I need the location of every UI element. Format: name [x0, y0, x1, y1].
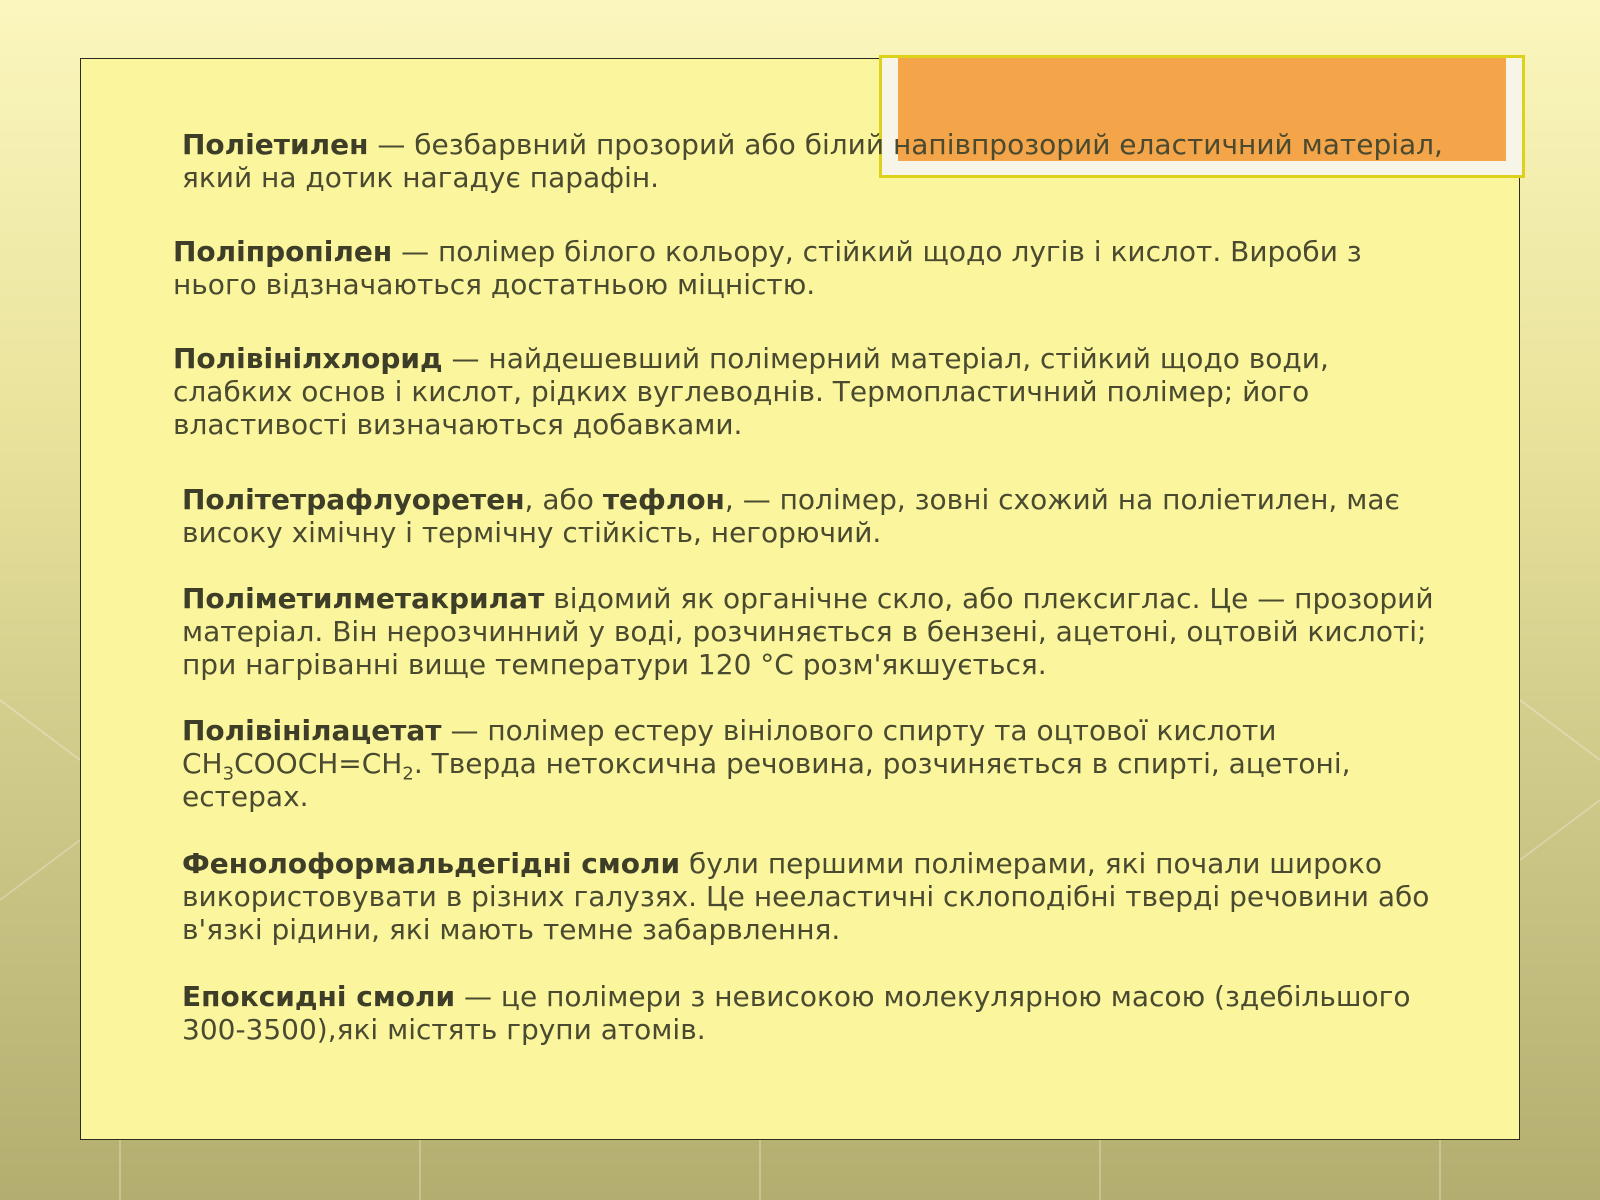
- description-phenol-formaldehyde: були першими полімерами, які почали широко використовувати в різних галузях. Це нееластичні склоподібні тверді речовини або в'язкі рідини, які мають темне забарвлення.: [182, 847, 1430, 946]
- subscript-3: 3: [222, 763, 235, 785]
- paragraph-pvc: [173, 342, 1443, 441]
- term-polyethylene: Поліетилен: [182, 128, 369, 161]
- term-pva: Полівінілацетат: [182, 714, 442, 747]
- term-ptfe: Політетрафлуоретен: [182, 483, 525, 516]
- description-pvc: — найдешевший полімерний матеріал, стійкий щодо води, слабких основ і кислот, рідких вуглеводнів. Термопластичний полімер; його властивості визначаються добавками.: [173, 342, 1329, 441]
- description-pva-part1: — полімер естеру вінілового спирту та оцтової кислоти CH: [182, 714, 1277, 780]
- description-pmma: відомий як органічне скло, або плексиглас. Це — прозорий матеріал. Він нерозчинний у воді, розчиняється в бензені, ацетоні, оцтовій кислоті; при нагріванні вище температури 120 °С розм'якшується.: [182, 582, 1434, 681]
- term-polypropylene: Поліпропілен: [173, 235, 393, 268]
- description-polyethylene: — безбарвний прозорий або білий напівпрозорий еластичний матеріал, який на дотик нагадує парафін.: [182, 128, 1443, 194]
- paragraph-epoxy: [173, 980, 1443, 1046]
- term-phenol-formaldehyde: Фенолоформальдегідні смоли: [182, 847, 681, 880]
- paragraph-polypropylene: [173, 235, 1443, 301]
- paragraph-phenol-formaldehyde: [173, 847, 1443, 946]
- term-teflon: тефлон: [602, 483, 725, 516]
- paragraph-pva: [173, 714, 1443, 813]
- connector-ptfe: , або: [524, 483, 603, 516]
- description-epoxy: — це полімери з невисокою молекулярною масою (здебільшого 300-3500),які містять групи атомів.: [182, 980, 1411, 1046]
- definitions-list: [173, 128, 1443, 1046]
- term-epoxy: Епоксидні смоли: [182, 980, 456, 1013]
- paragraph-ptfe: [173, 483, 1443, 549]
- paragraph-polyethylene: [173, 128, 1443, 194]
- subscript-2: 2: [402, 763, 414, 785]
- paragraph-pmma: [173, 582, 1443, 681]
- term-pmma: Поліметилметакрилат: [182, 582, 545, 615]
- description-pva-part2: COOCH=CH: [234, 747, 403, 780]
- description-polypropylene: — полімер білого кольору, стійкий щодо лугів і кислот. Вироби з нього відзначаються достатньою міцністю.: [173, 235, 1362, 301]
- term-pvc: Полівінілхлорид: [173, 342, 443, 375]
- description-pva-part3: . Тверда нетоксична речовина, розчиняється в спирті, ацетоні, естерах.: [182, 747, 1351, 813]
- description-ptfe: , — полімер, зовні схожий на поліетилен, має високу хімічну і термічну стійкість, негорючий.: [182, 483, 1400, 549]
